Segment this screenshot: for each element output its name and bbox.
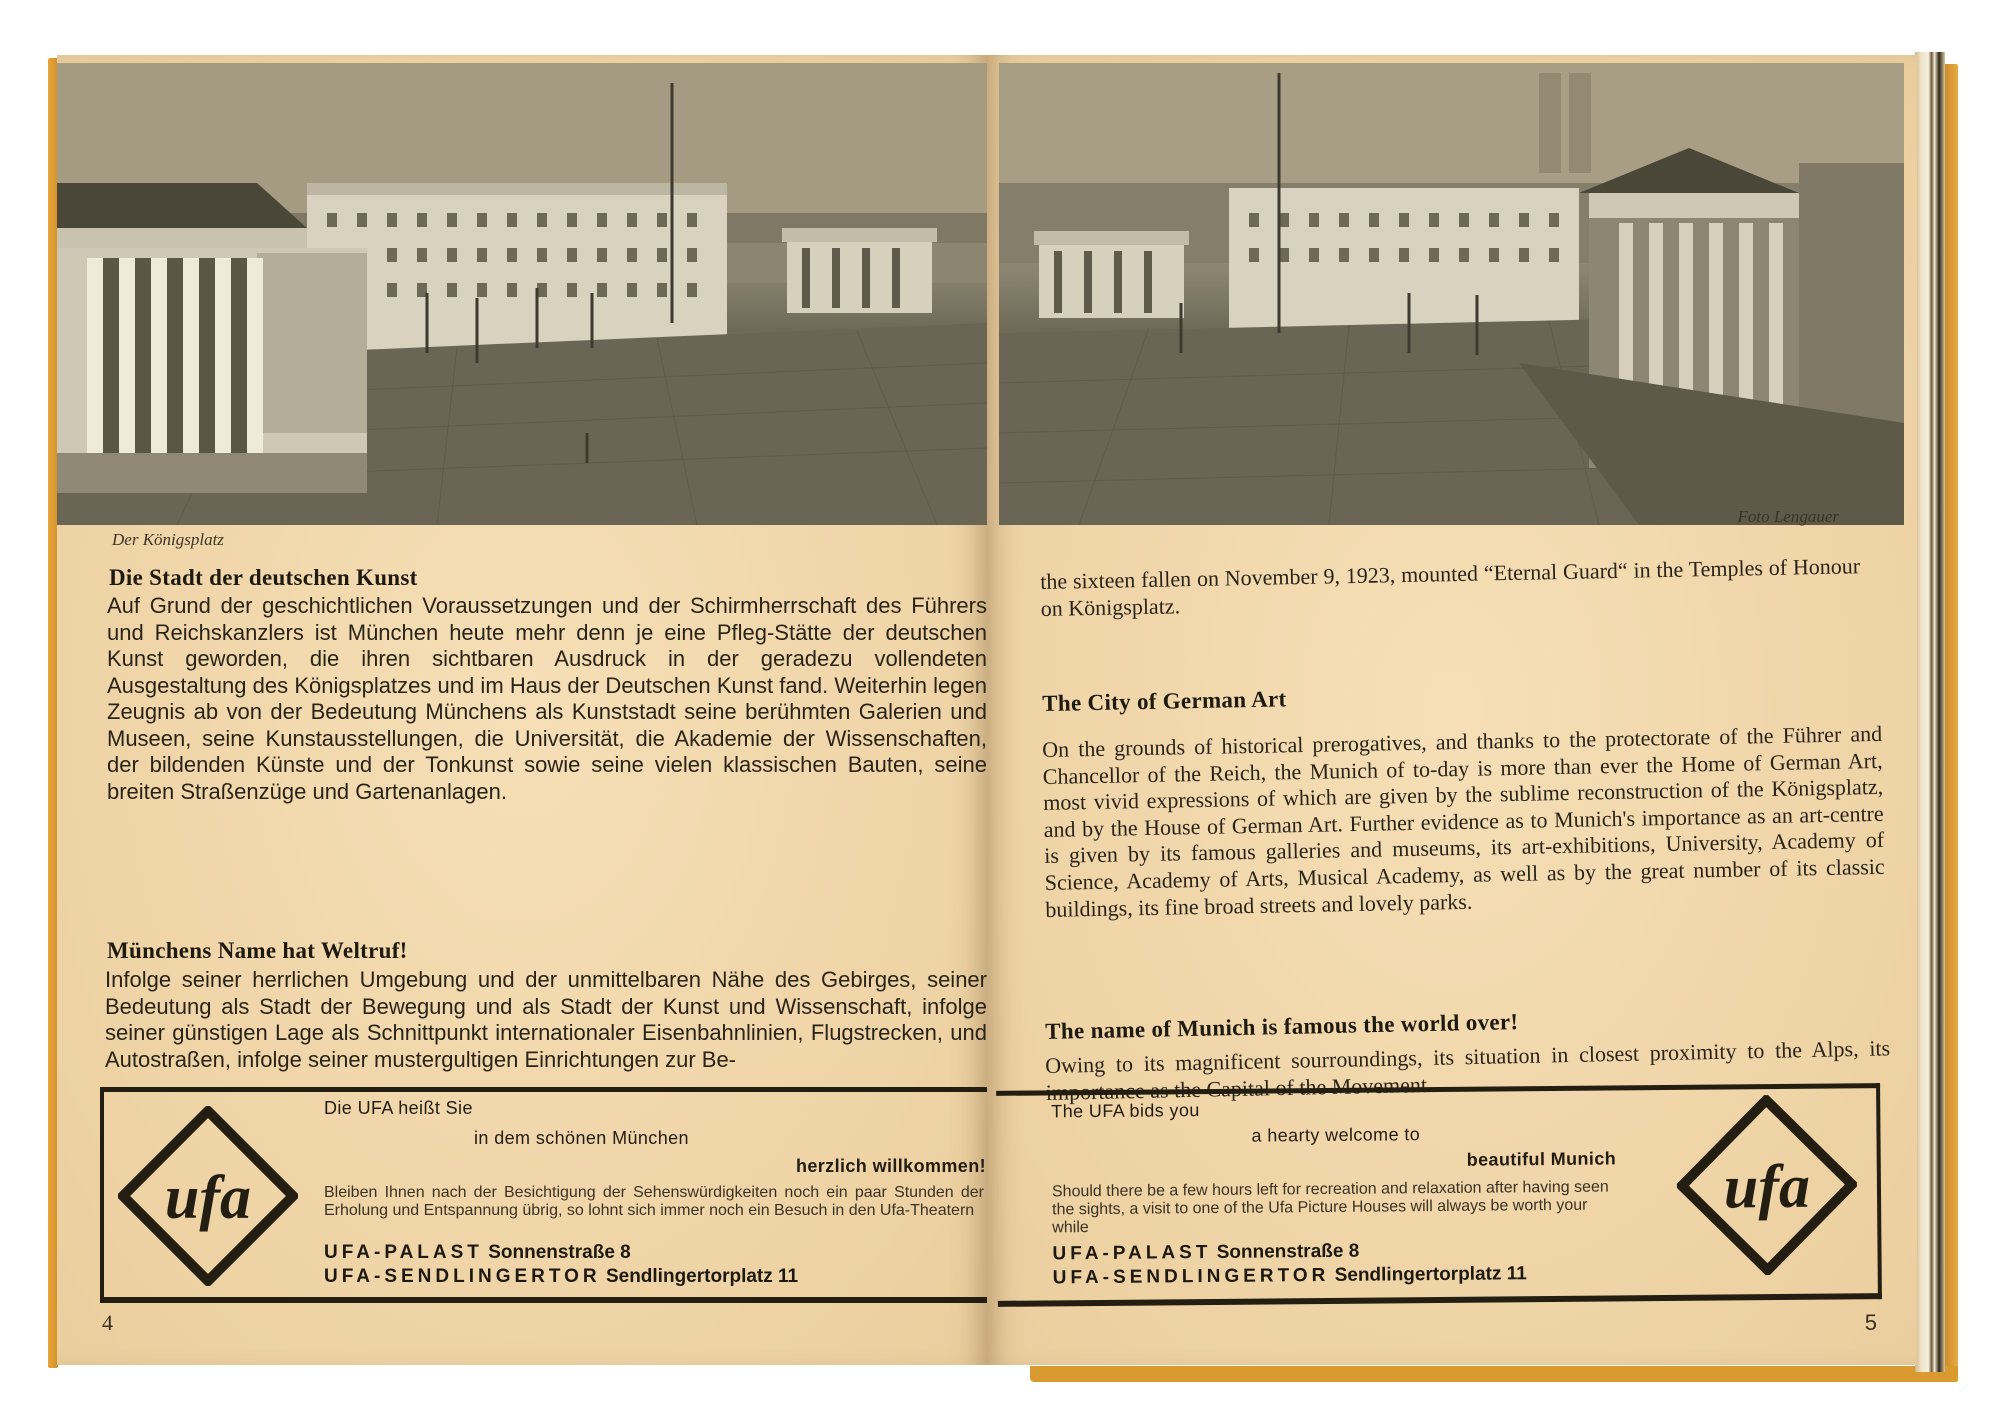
ad-line-1: The UFA bids you [1051, 1100, 1200, 1122]
left-page [57, 55, 987, 1365]
photo-credit: Foto Lengauer [1737, 507, 1839, 526]
ad-address: UFA-SENDLINGERTOR Sendlingertorplatz 11 [1052, 1263, 1527, 1289]
ad-line-2: a hearty welcome to [1251, 1124, 1421, 1146]
ad-body: Bleiben Ihnen nach der Besichtigung der Sehenswürdigkeiten noch ein paar Stunden der Erholung und Entspannung übrig, so lohnt sich immer noch ein Besuch in den Ufa-Theatern [324, 1184, 984, 1219]
ad-address: UFA-PALAST Sonnenstraße 8 [1052, 1240, 1360, 1265]
section-body: Infolge seiner herrlichen Umgebung und der unmittelbaren Nähe des Gebirges, seiner Bedeutung als Stadt der Bewegung und als Stadt der Kunst und Wissenschaft, infolge seiner günstigen Lage als Schnittpunkt internationaler Eisenbahnlinien, Flugstrecken, und Autostraßen, infolge seiner mustergultigen Einrichtungen zur Be- [105, 967, 987, 1072]
ufa-logo-icon [118, 1106, 298, 1286]
photo-illustration-left [57, 63, 987, 525]
section-heading: Münchens Name hat Weltruf! [107, 938, 408, 963]
ad-line-2: in dem schönen München [474, 1128, 689, 1148]
svg-text:ufa: ufa [164, 1164, 252, 1232]
ufa-advertisement [100, 1087, 1000, 1303]
right-page [987, 55, 1917, 1365]
ad-body: Should there be a few hours left for recreation and relaxation after having seen the sights, a visit to one of the Ufa Picture Houses will always be worth your while [1051, 1178, 1609, 1237]
ufa-advertisement [996, 1083, 1882, 1307]
section-body: On the grounds of historical prerogatives, and thanks to the protectorate of the Führer and Chancellor of the Reich, the Munich of to-day is more than ever the Home of German Art, most vivid expressions of which are given by the sublime reconstruction of the Königsplatz, and by the House of German Art. Further evidence as to Munich's importance as an art-centre is given by its famous galleries and museums, its art-exhibitions, University, Academy of Science, Academy of Arts, Musical Academy, as well as by the great number of its classic buildings, its fine broad streets and lovely parks. [1042, 720, 1885, 922]
page-stack-edge [1915, 52, 1945, 1372]
section-body: Auf Grund der geschichtlichen Voraussetzungen und der Schirmherrschaft des Führers und Reichskanzlers ist München heute mehr denn je eine Pfleg-Stätte der deutschen Kunst geworden, die ihren sichtbaren Ausdruck in der geradezu vollendeten Ausgestaltung des Königsplatzes und im Haus der Deutschen Kunst fand. Weiterhin legen Zeugnis ab von der Bedeutung Münchens als Kunststadt seine berühmten Galerien und Museen, seine Kunstausstellungen, die Universität, die Akademie der Wissenschaften, der bildenden Künste und der Tonkunst sowie seine vielen klassischen Bauten, seine breiten Straßenzüge und Gartenanlagen. [107, 593, 987, 804]
booklet-cover-edge-bottom [1030, 1366, 1958, 1382]
booklet-cover-edge-right [1944, 64, 1958, 1382]
ad-line-3: beautiful Munich [1466, 1148, 1617, 1170]
svg-text:ufa: ufa [1723, 1152, 1811, 1222]
ad-line-3: herzlich willkommen! [795, 1156, 986, 1176]
page-number: 5 [1864, 1310, 1877, 1335]
section-heading: Die Stadt der deutschen Kunst [109, 565, 418, 590]
konigsplatz-photo-right [999, 63, 1904, 525]
ad-address: UFA-SENDLINGERTOR Sendlingertorplatz 11 [324, 1266, 799, 1287]
section-heading: The name of Munich is famous the world over! [1045, 1009, 1519, 1044]
ad-line-1: Die UFA heißt Sie [324, 1098, 473, 1118]
photo-illustration-right [999, 63, 1904, 525]
page-number: 4 [102, 1310, 113, 1335]
continuation-text: the sixteen fallen on November 9, 1923, mounted “Eternal Guard“ in the Temples of Honour on Königsplatz. [1040, 553, 1861, 621]
konigsplatz-photo-left [57, 63, 987, 525]
section-heading: The City of German Art [1042, 686, 1287, 716]
ad-address: UFA-PALAST Sonnenstraße 8 [324, 1242, 631, 1263]
ufa-logo-icon [1676, 1094, 1858, 1276]
photo-caption: Der Königsplatz [112, 530, 224, 549]
section-body: Owing to its magnificent sourroundings, its situation in closest proximity to the Alps, its importance as the Capital of the Movement [1045, 1035, 1891, 1105]
